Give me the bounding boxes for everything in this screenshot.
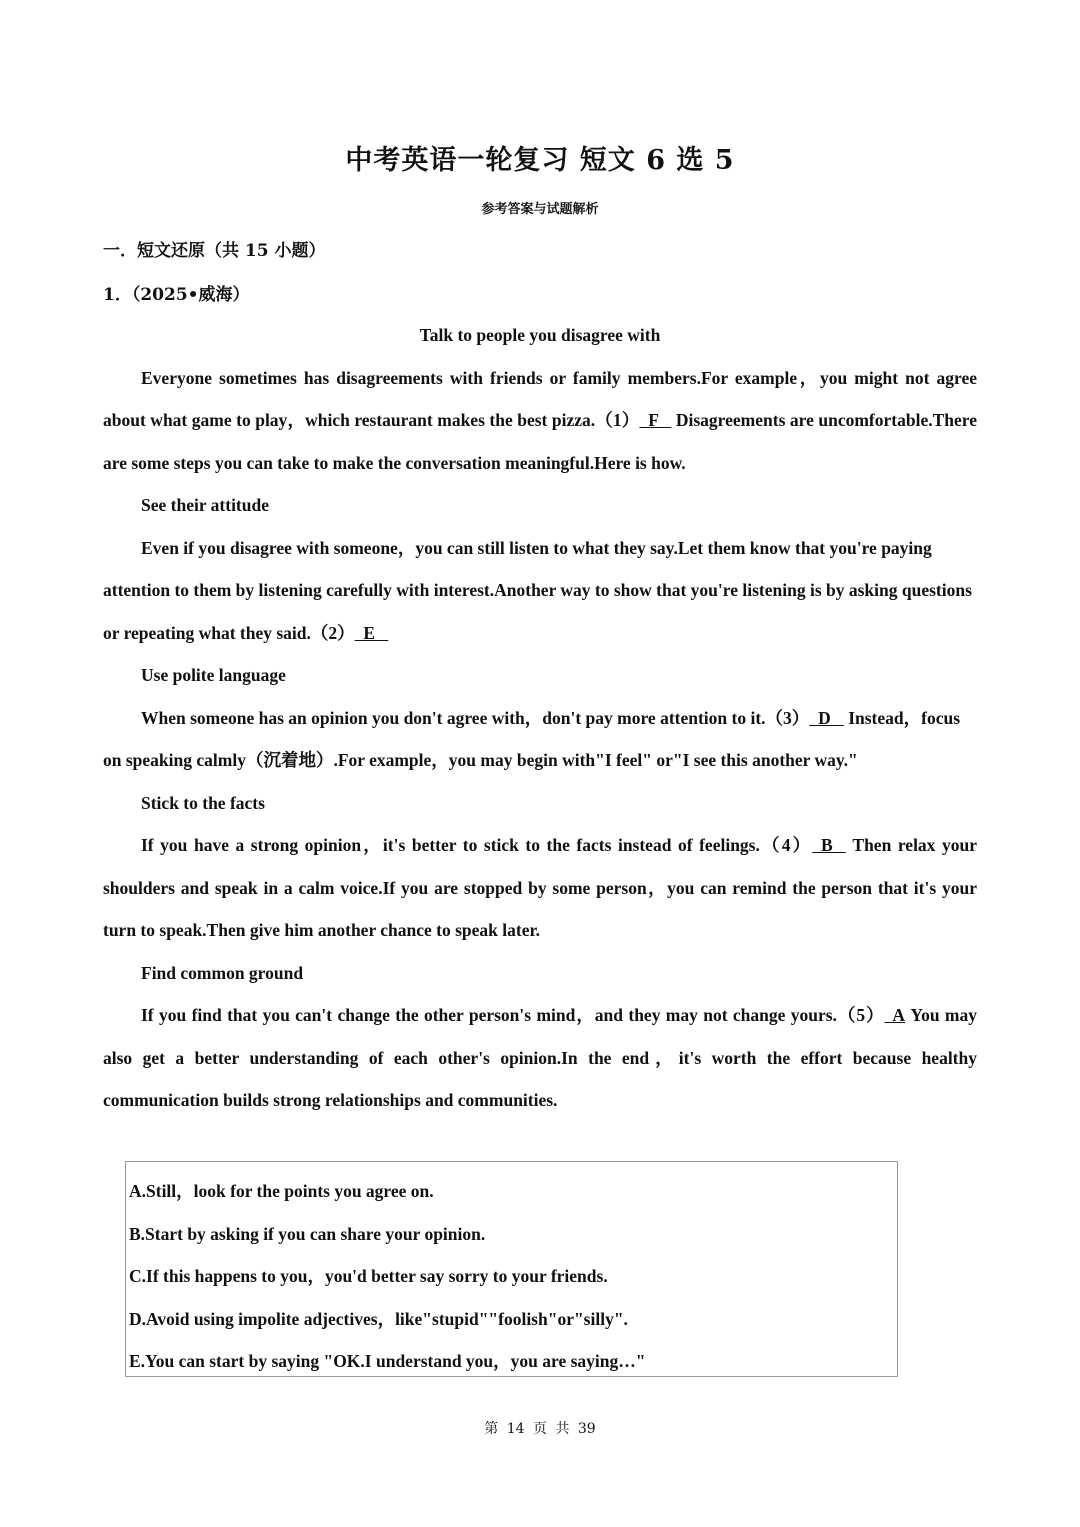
- option-c: C.If this happens to you，you'd better say sorry to your friends.: [129, 1266, 608, 1286]
- paragraph-text: If you have a strong opinion，it's better to stick to the facts instead of feelings.（4）: [141, 835, 813, 855]
- passage-paragraph-2: [103, 527, 977, 655]
- section-heading: 一．短文还原（共 15 小题）: [103, 241, 326, 261]
- options-box: [125, 1161, 898, 1377]
- passage-subheading: Use polite language: [141, 665, 286, 685]
- page-subtitle: 参考答案与试题解析: [481, 202, 599, 217]
- passage: [103, 314, 977, 1122]
- paragraph-text: Instead，focus on speaking calmly（沉着地）.For example，you may begin with"I feel" or"I see this another way.": [103, 707, 961, 770]
- page-title: 中考英语一轮复习 短文 6 选 5: [345, 145, 735, 176]
- option-b: B.Start by asking if you can share your opinion.: [129, 1223, 486, 1244]
- paragraph-text: Even if you disagree with someone，you can still listen to what they say.Let them know that you're paying attention to them by listening carefully with interest.Another way to show that you're listening is by asking questions or repeating what they said.（2）: [103, 537, 972, 643]
- paragraph-text: Everyone sometimes has disagreements with friends or family members.For example，you might not agree about what game to play，which restaurant makes the best pizza.（1）: [103, 367, 977, 430]
- passage-paragraph-4: [103, 824, 977, 952]
- paragraph-text: Disagreements are uncomfortable.There are some steps you can take to make the conversation meaningful.Here is how.: [103, 410, 977, 473]
- passage-subheading: Find common ground: [141, 962, 304, 983]
- question-number: 1．（2025•威海）: [103, 285, 250, 305]
- passage-title: Talk to people you disagree with: [419, 325, 661, 345]
- passage-subheading: See their attitude: [141, 495, 269, 515]
- answer-blank-2: E: [354, 622, 389, 643]
- passage-subheading: Stick to the facts: [141, 792, 265, 813]
- option-d: D.Avoid using impolite adjectives，like"stupid""foolish"or"silly".: [129, 1308, 628, 1329]
- passage-paragraph-3: [103, 697, 977, 782]
- option-e: E.You can start by saying "OK.I understand you，you are saying…": [129, 1351, 646, 1371]
- passage-paragraph-5: [103, 994, 977, 1122]
- answer-blank-3: D: [809, 707, 844, 728]
- passage-paragraph-intro: [103, 357, 977, 485]
- paragraph-text: Then relax your shoulders and speak in a calm voice.If you are stopped by some person，you can remind the person that it's your turn to speak.Then give him another chance to speak later.: [103, 835, 977, 940]
- paragraph-text: You may also get a better understanding of each other's opinion.In the end，it's worth the effort because healthy communication builds strong relationships and communities.: [103, 1005, 977, 1110]
- option-a: A.Still，look for the points you agree on.: [129, 1181, 434, 1201]
- page-footer: 第 14 页 共 39: [484, 1421, 596, 1437]
- answer-blank-1: F: [639, 410, 672, 430]
- paragraph-text: If you find that you can't change the other person's mind，and they may not change yours.（5）: [141, 1005, 885, 1025]
- answer-blank-5: A: [884, 1005, 906, 1025]
- answer-blank-4: B: [812, 835, 846, 855]
- paragraph-text: When someone has an opinion you don't agree with，don't pay more attention to it.（3）: [141, 707, 810, 728]
